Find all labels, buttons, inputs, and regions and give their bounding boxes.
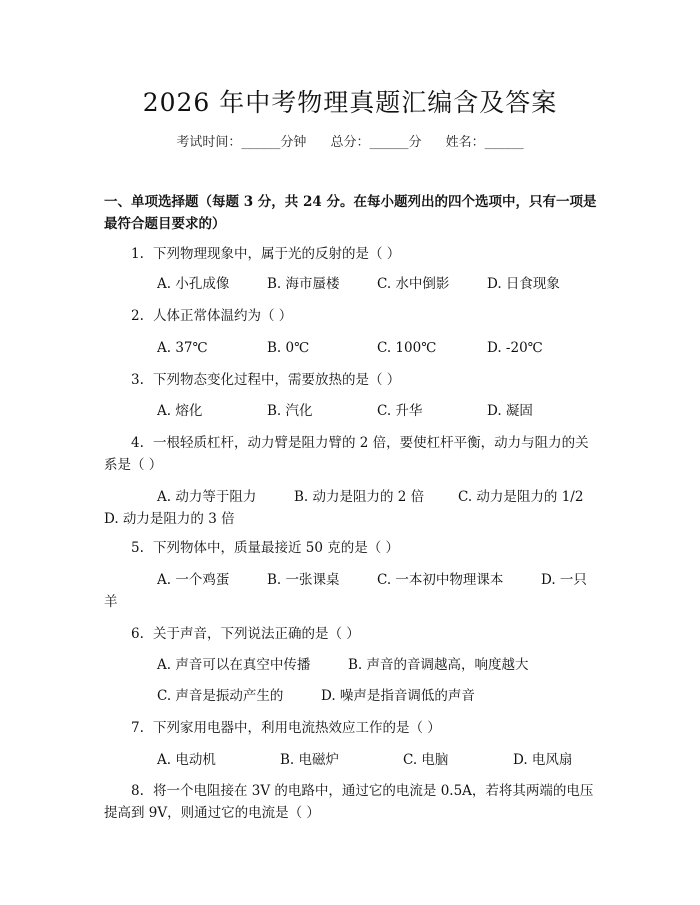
option-d: D. -20℃ xyxy=(487,340,543,356)
page-title: 2026 年中考物理真题汇编含及答案 xyxy=(142,88,558,117)
option-a: A. 37℃ xyxy=(157,340,208,356)
question-number: 8. xyxy=(131,783,144,799)
option-c: C. 升华 xyxy=(377,403,423,419)
option-b: B. 海市蜃楼 xyxy=(267,276,340,292)
section-heading-line2: 最符合题目要求的） xyxy=(104,216,226,232)
option-d: D. 电风扇 xyxy=(513,752,573,768)
question-text: 关于声音，下列说法正确的是（ ） xyxy=(153,626,360,642)
question-4-text-continued: 系是（ ） xyxy=(104,457,163,473)
option-b: B. 电磁炉 xyxy=(280,752,340,768)
option-d: D. 日食现象 xyxy=(487,276,560,292)
option-a: A. 电动机 xyxy=(157,752,216,768)
option-a: A. 小孔成像 xyxy=(157,276,230,292)
option-a: A. 熔化 xyxy=(157,403,203,419)
question-5-option-d-continued xyxy=(104,591,118,613)
option-b: B. 声音的音调越高，响度越大 xyxy=(348,657,529,673)
option-d: D. 一只 xyxy=(541,572,587,588)
option-b: B. 汽化 xyxy=(267,403,313,419)
question-3 xyxy=(131,369,400,391)
option-b: B. 一张课桌 xyxy=(267,572,340,588)
question-number: 5. xyxy=(131,540,144,556)
section-heading-line1: 一、单项选择题（每题 3 分，共 24 分。在每小题列出的四个选项中，只有一项是 xyxy=(104,194,597,210)
question-text: 下列家用电器中，利用电流热效应工作的是（ ） xyxy=(153,720,441,736)
option-c: C. 一本初中物理课本 xyxy=(377,572,504,588)
question-8-text-continued: 提高到 9V，则通过它的电流是（ ） xyxy=(104,805,320,821)
question-2 xyxy=(131,305,292,327)
question-6-options-row2 xyxy=(157,685,607,707)
exam-info-line xyxy=(0,131,700,150)
question-text: 人体正常体温约为（ ） xyxy=(153,308,293,324)
option-b: B. 0℃ xyxy=(267,340,310,356)
question-text: 一根轻质杠杆，动力臂是阻力臂的 2 倍，要使杠杆平衡，动力与阻力的关 xyxy=(153,435,589,451)
option-a: A. 动力等于阻力 xyxy=(157,489,257,505)
section-heading xyxy=(104,191,604,235)
question-4-options xyxy=(157,486,607,508)
option-c: C. 水中倒影 xyxy=(377,276,450,292)
total-score-field: 总分：______分 xyxy=(330,135,422,150)
exam-time-field: 考试时间：______分钟 xyxy=(176,135,307,150)
question-text: 将一个电阻接在 3V 的电路中，通过它的电流是 0.5A，若将其两端的电压 xyxy=(153,783,594,799)
question-5-options xyxy=(157,569,607,591)
question-number: 2. xyxy=(131,308,144,324)
question-7-options xyxy=(157,749,607,771)
option-a: A. 声音可以在真空中传播 xyxy=(157,657,311,673)
option-c: C. 动力是阻力的 1/2 xyxy=(458,489,584,505)
option-d: D. 动力是阻力的 3 倍 xyxy=(104,511,235,527)
option-d-continued: 羊 xyxy=(104,594,118,610)
question-4 xyxy=(131,432,589,454)
question-3-options xyxy=(157,400,607,422)
question-text: 下列物体中，质量最接近 50 克的是（ ） xyxy=(153,540,400,556)
question-8 xyxy=(131,780,593,802)
question-1-options xyxy=(157,273,607,295)
question-number: 4. xyxy=(131,435,144,451)
option-d: D. 噪声是指音调低的声音 xyxy=(321,688,475,704)
question-number: 3. xyxy=(131,372,144,388)
question-6 xyxy=(131,623,360,645)
question-text: 下列物理现象中，属于光的反射的是（ ） xyxy=(153,246,401,262)
question-number: 6. xyxy=(131,626,144,642)
option-c: C. 声音是振动产生的 xyxy=(157,688,284,704)
option-c: C. 100℃ xyxy=(377,340,437,356)
question-4-option-d xyxy=(104,508,235,530)
question-1 xyxy=(131,243,400,265)
question-number: 7. xyxy=(131,720,144,736)
question-number: 1. xyxy=(131,246,144,262)
student-name-field: 姓名：______ xyxy=(445,135,524,150)
option-d: D. 凝固 xyxy=(487,403,533,419)
question-6-options-row1 xyxy=(157,654,607,676)
question-5 xyxy=(131,537,399,559)
option-a: A. 一个鸡蛋 xyxy=(157,572,230,588)
option-b: B. 动力是阻力的 2 倍 xyxy=(294,489,425,505)
question-text: 下列物态变化过程中，需要放热的是（ ） xyxy=(153,372,401,388)
option-c: C. 电脑 xyxy=(403,752,449,768)
question-2-options xyxy=(157,337,607,359)
question-7 xyxy=(131,717,441,739)
